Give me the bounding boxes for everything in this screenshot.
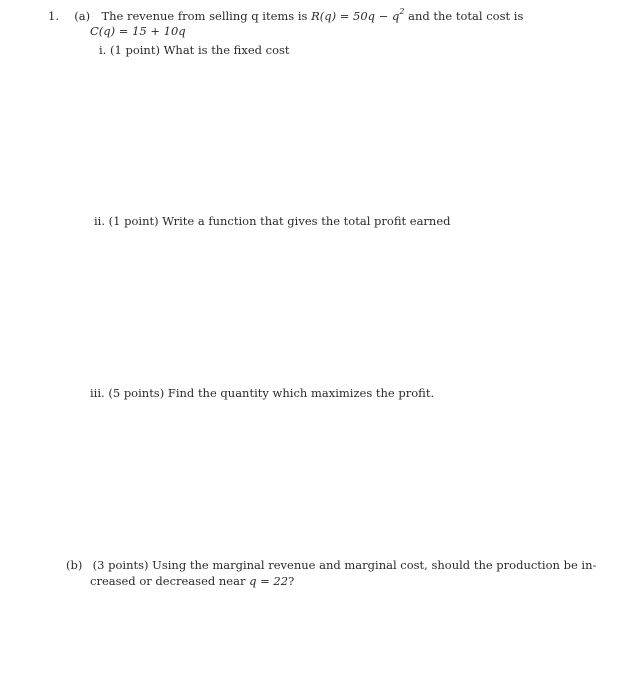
part-a-intro-1: The revenue from selling q items is: [101, 9, 308, 23]
part-b-text-2a: creased or decreased near: [90, 574, 246, 588]
part-b-text-2b: ?: [288, 574, 295, 588]
subpart-i-label: i.: [99, 43, 107, 57]
subpart-ii-label: ii.: [94, 214, 106, 228]
part-a-intro-2: and the total cost is: [408, 9, 524, 23]
problem-number: 1.: [48, 9, 59, 23]
revenue-expression: R(q) = 50q − q: [311, 9, 400, 23]
cost-expression: C(q) = 15 + 10q: [90, 24, 186, 38]
part-b-q-expression: q = 22: [249, 574, 289, 588]
part-b-line-2: [90, 574, 294, 589]
part-a-label: (a): [74, 9, 91, 23]
subpart-ii: [94, 214, 451, 229]
subpart-iii: [90, 386, 434, 401]
part-b-label: (b): [66, 558, 83, 572]
revenue-exponent: 2: [399, 7, 405, 17]
part-b-text-1: Using the marginal revenue and marginal cost, should the production be in-: [152, 558, 597, 572]
cost-line: [90, 24, 186, 39]
subpart-i-text: What is the fixed cost: [163, 43, 290, 57]
part-b-points: (3 points): [92, 558, 149, 572]
subpart-ii-points: (1 point): [108, 214, 159, 228]
subpart-ii-text: Write a function that gives the total profit earned: [162, 214, 451, 228]
problem-1-line-1: [48, 9, 523, 24]
subpart-iii-points: (5 points): [108, 386, 165, 400]
subpart-i-points: (1 point): [110, 43, 160, 57]
subpart-iii-text: Find the quantity which maximizes the profit.: [167, 386, 435, 400]
subpart-iii-label: iii.: [90, 386, 105, 400]
part-b-line-1: [66, 558, 596, 573]
subpart-i: [99, 43, 290, 58]
